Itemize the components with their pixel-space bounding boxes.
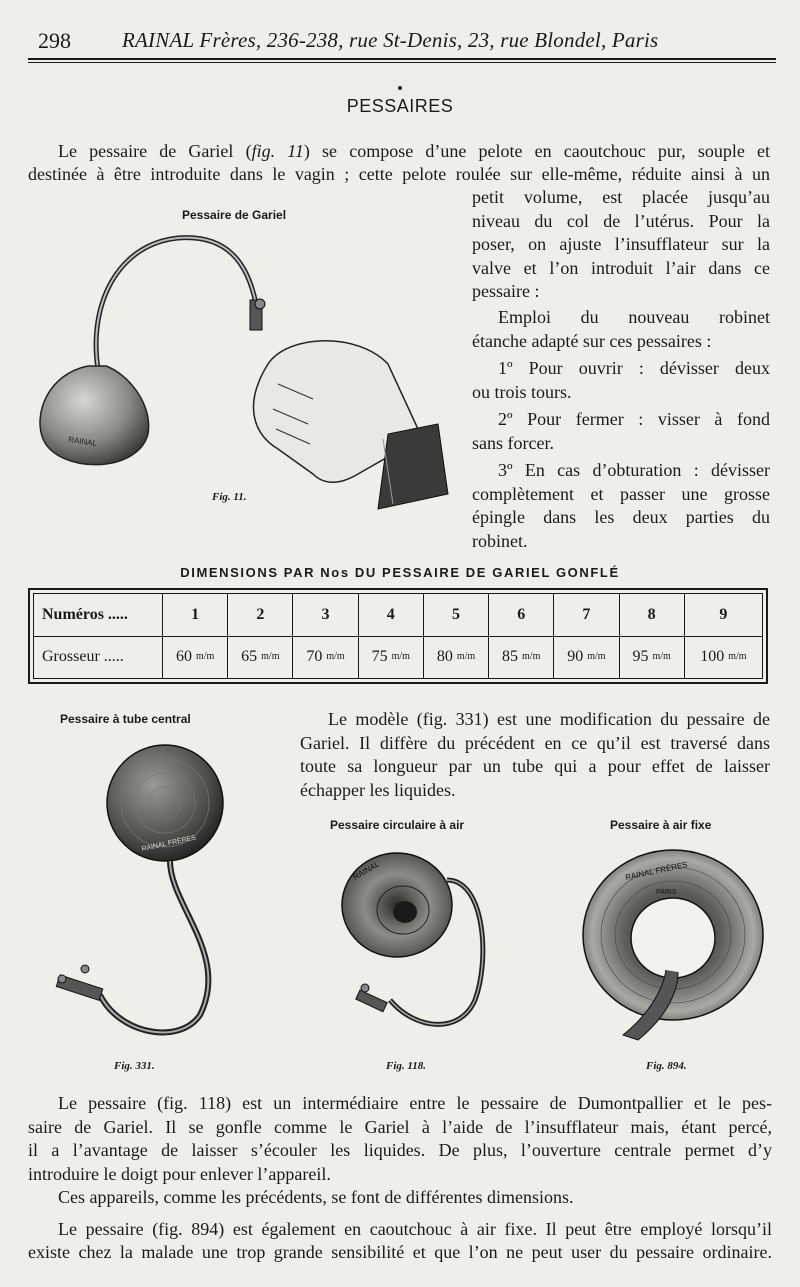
table-cell: 1 <box>163 594 228 636</box>
table-cell: 95 m/m <box>619 636 684 678</box>
table-row <box>34 594 762 636</box>
header-rule <box>28 58 776 60</box>
gariel-mark: RAINAL <box>67 435 98 449</box>
text-line: robinet. <box>472 530 528 551</box>
table-cell: 85 m/m <box>489 636 554 678</box>
text-line: poser, on ajuste l’insufflateur sur la <box>472 234 770 254</box>
table-cell: 100 m/m <box>700 648 747 666</box>
table-cell: 80 m/m <box>423 636 488 678</box>
modele-paragraph <box>300 708 770 802</box>
text-line: ou trois tours. <box>472 381 572 402</box>
table-cell: 60 m/m <box>163 636 228 678</box>
central-mark: RAINAL FRÈRES <box>140 834 197 853</box>
text-line: introduire le doigt pour enlever l’appareil. <box>28 1163 331 1184</box>
text-line: 1º Pour ouvrir : dévisser deux <box>498 358 770 378</box>
circulaire-illustration <box>335 840 495 1040</box>
text-line: 2º Pour fermer : visser à fond <box>498 409 770 429</box>
text-line: petit volume, est placée jusqu’au <box>472 187 770 207</box>
text-line: existe chez la malade une trop grande sensibilité et que l’on ne peut user du pessaire ordinaire. <box>28 1242 772 1262</box>
table-cell: 7 <box>554 594 619 636</box>
table-cell: 65 m/m <box>228 636 293 678</box>
table-row <box>34 636 762 678</box>
text-line: Le pessaire (fig. 894) est également en caoutchouc à air fixe. Il peut être employé lorsqu’il <box>58 1218 772 1239</box>
text-line: étanche adapté sur ces pessaires : <box>472 330 712 351</box>
text-line: 3º En cas d’obturation : dévisser <box>498 460 770 480</box>
text-line: Le modèle (fig. 331) est une modification du pessaire de <box>328 709 770 729</box>
text-line: niveau du col de l’utérus. Pour la <box>472 210 770 231</box>
table-cell: 5 <box>423 594 488 636</box>
table-cell: 4 <box>358 594 423 636</box>
table-cell: 2 <box>228 594 293 636</box>
page-number: 298 <box>38 28 71 53</box>
table-row-label: Numéros ..... <box>34 594 163 636</box>
gariel-illustration <box>28 224 468 544</box>
fixe-mark-2: PARIS <box>656 889 677 896</box>
robinet-usage <box>472 306 770 553</box>
text-line: Gariel. Il diffère du précédent en ce qu’il est traversé dans <box>300 732 770 753</box>
intro-line-1: Le pessaire de Gariel (fig. 11) se compose d’une pelote en caoutchouc pur, souple et <box>58 141 770 161</box>
intro-line-2: destinée à être introduite dans le vagin ; cette pelote roulée sur elle-même, réduite ainsi à un <box>28 164 770 184</box>
fixe-mark-1: RAINAL FRÈRES <box>624 859 689 882</box>
circulaire-fig-label: Fig. 118. <box>386 1060 427 1072</box>
text-line: toute sa longueur par un tube qui a pour effet de laisser <box>300 756 770 776</box>
header-rule-thin <box>28 62 776 63</box>
text-line: échapper les liquides. <box>300 779 456 800</box>
text-line: saire de Gariel. Il se gonfle comme le Gariel à l’aide de l’insufflateur mais, étant percé, <box>28 1116 772 1137</box>
table-cell: 6 <box>489 594 554 636</box>
circulaire-caption: Pessaire circulaire à air <box>330 818 465 832</box>
gariel-fig-label: Fig. 11. <box>212 491 247 503</box>
table-cell: 3 <box>293 594 358 636</box>
section-title: PESSAIRES <box>346 96 454 116</box>
fixe-caption: Pessaire à air fixe <box>610 818 712 832</box>
text-line: valve et l’on introduit l’air dans ce <box>472 257 770 278</box>
text-line: complètement et passer une grosse <box>472 483 770 504</box>
text-line: sans forcer. <box>472 432 554 453</box>
text-line: Ces appareils, comme les précédents, se font de différentes dimensions. <box>58 1187 574 1207</box>
central-illustration <box>30 735 250 1055</box>
text-line: Le pessaire (fig. 118) est un intermédiaire entre le pessaire de Dumontpallier et le pes- <box>58 1093 772 1113</box>
fixe-fig-label: Fig. 894. <box>646 1060 687 1072</box>
ornament-dot <box>398 86 402 90</box>
central-caption: Pessaire à tube central <box>60 712 191 726</box>
running-head: RAINAL Frères, 236-238, rue St-Denis, 23, rue Blondel, Paris <box>122 28 659 52</box>
circulaire-mark: RAINAL <box>351 859 382 882</box>
table-cell: 9 <box>684 594 762 636</box>
text-line: pessaire : <box>472 281 540 301</box>
table-cell: 8 <box>619 594 684 636</box>
table-row-label: Grosseur ..... <box>34 636 163 678</box>
table-cell: 70 m/m <box>293 636 358 678</box>
dimensions-title: DIMENSIONS PAR Nos DU PESSAIRE DE GARIEL GONFLÉ <box>180 565 620 580</box>
text-line: Emploi du nouveau robinet <box>498 307 770 327</box>
fixe-illustration <box>578 840 768 1050</box>
central-fig-label: Fig. 331. <box>114 1060 155 1072</box>
table-cell: 75 m/m <box>358 636 423 678</box>
text-line: il a l’avantage de laisser s’écouler les liquides. De plus, l’ouverture centrale permet d’y <box>28 1140 772 1160</box>
text-line: épingle dans les deux parties du <box>472 507 770 527</box>
gariel-caption: Pessaire de Gariel <box>182 208 287 222</box>
bottom-text <box>28 1092 772 1265</box>
dimensions-table <box>28 588 768 684</box>
table-cell: 90 m/m <box>554 636 619 678</box>
intro-column <box>472 186 770 304</box>
